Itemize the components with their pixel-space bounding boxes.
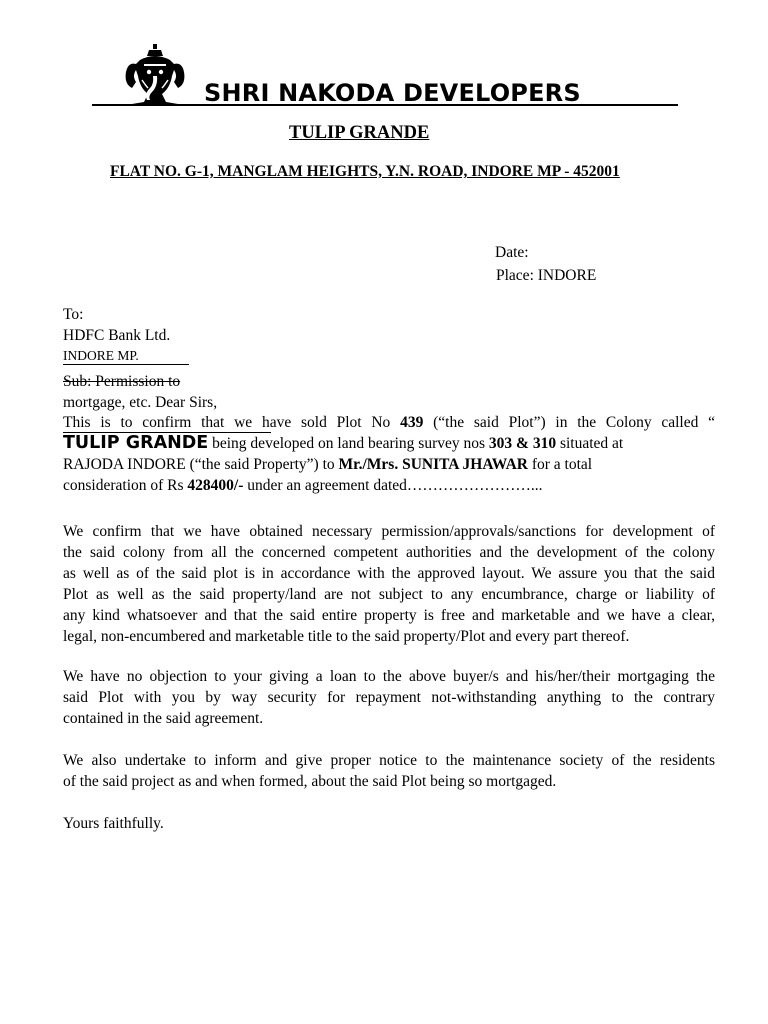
para1-text: under an agreement dated……………………... <box>243 477 543 494</box>
consideration-amount: 428400/- <box>187 477 244 494</box>
recipient-city: INDORE MP. <box>63 348 139 363</box>
ganesha-emblem-icon <box>122 42 188 108</box>
buyer-name: Mr./Mrs. SUNITA JHAWAR <box>338 456 528 473</box>
para1-text: RAJODA INDORE (“the said Property”) to <box>63 456 339 473</box>
date-label: Date: <box>495 244 529 261</box>
plot-number: 439 <box>400 414 424 431</box>
para1-line <box>63 475 715 496</box>
para2-line: as well as of the said plot is in accordance with the approved layout. We assure you that the said <box>63 565 715 582</box>
para2-line: legal, non-encumbered and marketable title to the said property/Plot and every part thereof. <box>63 628 630 645</box>
para2-line: the said colony from all the concerned competent authorities and the development of the colony <box>63 544 715 561</box>
para1-text: for a total <box>527 456 593 473</box>
company-name: SHRI NAKODA DEVELOPERS <box>204 79 581 107</box>
para1-text: This is to confirm that we have sold Plot No <box>63 414 401 431</box>
place-line: Place: INDORE <box>496 267 597 284</box>
para4-line: of the said project as and when formed, about the said Plot being so mortgaged. <box>63 773 557 790</box>
para1-text: consideration of Rs <box>63 477 188 494</box>
para2-line: any kind whatsoever and that the said entire property is free and marketable and we have a clear, <box>63 607 715 624</box>
project-name: TULIP GRANDE <box>289 123 430 143</box>
para1-line <box>63 433 715 454</box>
para3-line: contained in the said agreement. <box>63 710 264 727</box>
confirmation-paragraph <box>63 412 715 496</box>
survey-numbers: 303 & 310 <box>488 435 557 452</box>
recipient-city-rule <box>63 364 189 365</box>
approvals-paragraph <box>63 521 715 647</box>
company-address: FLAT NO. G-1, MANGLAM HEIGHTS, Y.N. ROAD, INDORE MP - 452001 <box>110 163 620 180</box>
closing-salutation: Yours faithfully. <box>63 815 164 832</box>
colony-name: TULIP GRANDE <box>63 433 209 453</box>
recipient-bank: HDFC Bank Ltd. <box>63 327 171 344</box>
para2-line: Plot as well as the said property/land are not subject to any encumbrance, charge or liability of <box>63 586 715 603</box>
para1-line <box>63 412 715 433</box>
para4-line: We also undertake to inform and give proper notice to the maintenance society of the residents <box>63 752 715 769</box>
subject-line: Sub: Permission to <box>63 373 181 390</box>
para1-text: situated at <box>556 435 624 452</box>
para1-text: being developed on land bearing survey nos <box>208 435 489 452</box>
no-objection-paragraph <box>63 666 715 729</box>
para3-line: said Plot with you by way security for repayment not-withstanding anything to the contrary <box>63 689 715 706</box>
subject-continuation: mortgage, etc. Dear Sirs, <box>63 394 218 411</box>
undertaking-paragraph <box>63 750 715 792</box>
para1-line <box>63 454 715 475</box>
para2-line: We confirm that we have obtained necessary permission/approvals/sanctions for development of <box>63 523 715 540</box>
para3-line: We have no objection to your giving a loan to the above buyer/s and his/her/their mortgaging the <box>63 668 715 685</box>
para1-text: (“the said Plot”) in the Colony called “ <box>423 414 715 431</box>
to-label: To: <box>63 306 84 323</box>
